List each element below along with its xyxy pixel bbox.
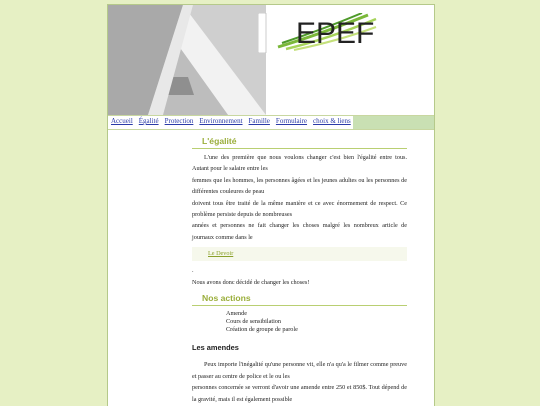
nav-link-environnement[interactable]: Environnement bbox=[199, 117, 243, 125]
nav-link-formulaire[interactable]: Formulaire bbox=[275, 117, 308, 125]
epef-logo bbox=[258, 13, 378, 53]
paragraph-line: femmes que les hommes, les personnes âgées et les jeunes adultes ou les personnes de différentes couleures de peau bbox=[192, 176, 407, 196]
actions-list bbox=[226, 310, 407, 334]
logo-text: EPEF bbox=[296, 17, 375, 50]
le-devoir-link[interactable]: Le Devoir bbox=[208, 250, 234, 258]
section-title-egalite: L'égalité bbox=[192, 135, 407, 149]
dot-text: . bbox=[192, 267, 194, 275]
triangle-logo-icon bbox=[108, 5, 266, 115]
section-title-amendes: Les amendes bbox=[192, 343, 239, 353]
section-title-actions: Nos actions bbox=[192, 292, 407, 306]
nav-link-famille[interactable]: Famille bbox=[248, 117, 270, 125]
nav-link-choix-liens[interactable]: choix & liens bbox=[313, 117, 351, 125]
list-item: Création de groupe de parole bbox=[226, 326, 298, 334]
list-item: Cours de sensibilation bbox=[226, 318, 281, 326]
paragraph-line: années et personnes ne fait changer les choses malgré les nombreux article de journaux comme dans le bbox=[192, 222, 407, 241]
page-container bbox=[107, 4, 435, 406]
main-content bbox=[192, 135, 407, 405]
decided-text: Nous avons donc décidé de changer les choses! bbox=[192, 278, 310, 286]
paragraph-line: personnes concernée se verront d'avoir une amende entre 250 et 850$. Tout dépend de la gravité, mais il est également possible bbox=[192, 384, 407, 403]
nav-link-protection[interactable]: Protection bbox=[164, 117, 194, 125]
main-navigation bbox=[108, 115, 434, 130]
nav-link-egalite[interactable]: Égalité bbox=[138, 117, 159, 125]
list-item: Amende bbox=[226, 310, 247, 318]
paragraph-line: doivent tous être traité de la même manière et ce avec énormement de respect. Ce problème persiste depuis de nombreuses bbox=[192, 199, 407, 219]
link-container bbox=[192, 247, 407, 261]
paragraph-line: L'une des première que nous voulons changer c'est bien l'égalité entre tous. Autant pour le salaire entre les bbox=[192, 154, 407, 173]
header-banner bbox=[108, 5, 434, 115]
paragraph-line: Peux importe l'inégalité qu'une personne vit, elle n'a qu'a le filmer comme preuve et passer au centre de police et le ou les bbox=[192, 361, 407, 380]
nav-link-accueil[interactable]: Accueil bbox=[111, 117, 133, 125]
nav-filler bbox=[353, 116, 434, 129]
